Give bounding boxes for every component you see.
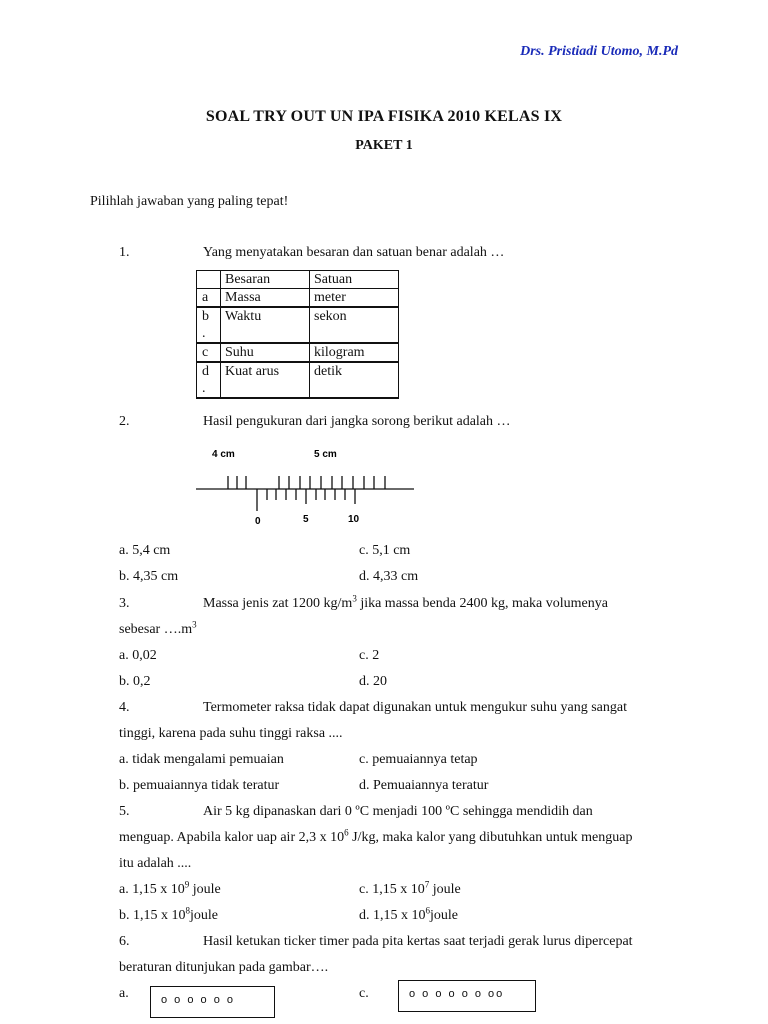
q4-text: Termometer raksa tidak dapat digunakan untuk mengukur suhu yang sangat xyxy=(203,700,627,715)
q3-number: 3. xyxy=(119,596,130,611)
table-cell xyxy=(197,307,221,343)
q1-text: Yang menyatakan besaran dan satuan benar adalah … xyxy=(203,245,505,260)
q3-option-d: d. 20 xyxy=(359,674,387,689)
q4-number: 4. xyxy=(119,700,130,715)
vernier-label-5: 5 xyxy=(303,514,309,525)
q5-a-sup: 9 xyxy=(184,879,190,890)
q5-a-post: joule xyxy=(189,882,221,897)
table-row xyxy=(197,362,399,398)
table-row xyxy=(197,343,399,362)
row-key: d xyxy=(202,364,209,379)
row-key-dot: . xyxy=(202,326,206,341)
main-label-5cm: 5 cm xyxy=(314,449,337,460)
table-cell xyxy=(197,271,221,289)
q6-option-a-label: a. xyxy=(119,986,129,1001)
table-cell: kilogram xyxy=(310,343,399,362)
table-cell: Suhu xyxy=(221,343,310,362)
q5-d-post: joule xyxy=(430,908,458,923)
table-cell: Waktu xyxy=(221,307,310,343)
table-cell: sekon xyxy=(310,307,399,343)
tape-dots: o o o o o o xyxy=(161,994,235,1006)
q5-option-b xyxy=(119,905,218,924)
table-cell: Massa xyxy=(221,289,310,308)
q4-option-d: d. Pemuaiannya teratur xyxy=(359,778,489,793)
tape-dots: o o o o o o oo xyxy=(409,988,505,1000)
table-row xyxy=(197,307,399,343)
row-key-dot: . xyxy=(202,381,206,396)
q3-text-pre: Massa jenis zat 1200 kg/m xyxy=(203,596,353,611)
q4-option-a: a. tidak mengalami pemuaian xyxy=(119,752,284,767)
q4-text-line2: tinggi, karena pada suhu tinggi raksa .... xyxy=(119,726,343,741)
q3-option-b: b. 0,2 xyxy=(119,674,151,689)
caliper-figure xyxy=(190,440,420,532)
q5-option-d xyxy=(359,905,458,924)
q5-line2-post: J/kg, maka kalor yang dibutuhkan untuk menguap xyxy=(348,830,633,845)
q5-option-c xyxy=(359,879,461,898)
vernier-label-10: 10 xyxy=(348,514,360,525)
instruction: Pilihlah jawaban yang paling tepat! xyxy=(90,194,289,209)
table-cell: detik xyxy=(310,362,399,398)
q6-option-c-label: c. xyxy=(359,986,369,1001)
main-scale-ticks xyxy=(228,476,385,489)
q5-text-line3: itu adalah .... xyxy=(119,856,192,871)
author-name: Drs. Pristiadi Utomo, M.Pd xyxy=(520,44,678,59)
vernier-label-0: 0 xyxy=(255,516,261,527)
q5-text: Air 5 kg dipanaskan dari 0 ºC menjadi 100 ºC sehingga mendidih dan xyxy=(203,804,593,819)
q5-c-sup: 7 xyxy=(424,879,430,890)
q1-number: 1. xyxy=(119,245,130,260)
q3-option-a: a. 0,02 xyxy=(119,648,157,663)
q3-line2: sebesar ….m xyxy=(119,622,193,637)
table-cell: a xyxy=(197,289,221,308)
q3-text-line2 xyxy=(119,619,197,638)
q6-text-line2: beraturan ditunjukan pada gambar…. xyxy=(119,960,329,975)
q3-text xyxy=(203,593,608,612)
table-header-row xyxy=(197,271,399,289)
q6-tape-c xyxy=(398,980,536,1012)
q3-option-c: c. 2 xyxy=(359,648,380,663)
q5-d-pre: d. 1,15 x 10 xyxy=(359,908,426,923)
table-cell: c xyxy=(197,343,221,362)
q4-option-c: c. pemuaiannya tetap xyxy=(359,752,478,767)
table-cell: Kuat arus xyxy=(221,362,310,398)
q5-d-sup: 6 xyxy=(425,905,430,916)
q6-tape-a xyxy=(150,986,275,1018)
q5-c-post: joule xyxy=(429,882,461,897)
table-cell: meter xyxy=(310,289,399,308)
q2-option-d: d. 4,33 cm xyxy=(359,569,419,584)
vernier-scale-ticks xyxy=(267,489,355,504)
q5-b-post: joule xyxy=(190,908,218,923)
q5-b-pre: b. 1,15 x 10 xyxy=(119,908,186,923)
q2-text: Hasil pengukuran dari jangka sorong berikut adalah … xyxy=(203,414,511,429)
main-label-4cm: 4 cm xyxy=(212,449,235,460)
q1-table xyxy=(196,270,399,399)
q2-option-b: b. 4,35 cm xyxy=(119,569,179,584)
q3-text-sup: 3 xyxy=(352,593,357,604)
q6-number: 6. xyxy=(119,934,130,949)
q3-line2-sup: 3 xyxy=(192,619,197,630)
q5-line2-sup: 6 xyxy=(344,827,349,838)
table-cell xyxy=(197,362,221,398)
table-header: Satuan xyxy=(310,271,399,289)
table-header: Besaran xyxy=(221,271,310,289)
q5-b-sup: 8 xyxy=(185,905,190,916)
q2-option-c: c. 5,1 cm xyxy=(359,543,411,558)
q5-c-pre: c. 1,15 x 10 xyxy=(359,882,425,897)
row-key: b xyxy=(202,309,209,324)
q5-option-a xyxy=(119,879,221,898)
q5-a-pre: a. 1,15 x 10 xyxy=(119,882,185,897)
page-subtitle: PAKET 1 xyxy=(355,138,413,153)
q5-number: 5. xyxy=(119,804,130,819)
page-title: SOAL TRY OUT UN IPA FISIKA 2010 KELAS IX xyxy=(205,108,563,125)
q5-text-line2 xyxy=(119,827,633,846)
q4-option-b: b. pemuaiannya tidak teratur xyxy=(119,778,280,793)
q5-line2-pre: menguap. Apabila kalor uap air 2,3 x 10 xyxy=(119,830,345,845)
q2-number: 2. xyxy=(119,414,130,429)
q6-text: Hasil ketukan ticker timer pada pita kertas saat terjadi gerak lurus dipercepat xyxy=(203,934,633,949)
q3-text-post: jika massa benda 2400 kg, maka volumenya xyxy=(356,596,608,611)
q2-option-a: a. 5,4 cm xyxy=(119,543,171,558)
table-row xyxy=(197,289,399,308)
